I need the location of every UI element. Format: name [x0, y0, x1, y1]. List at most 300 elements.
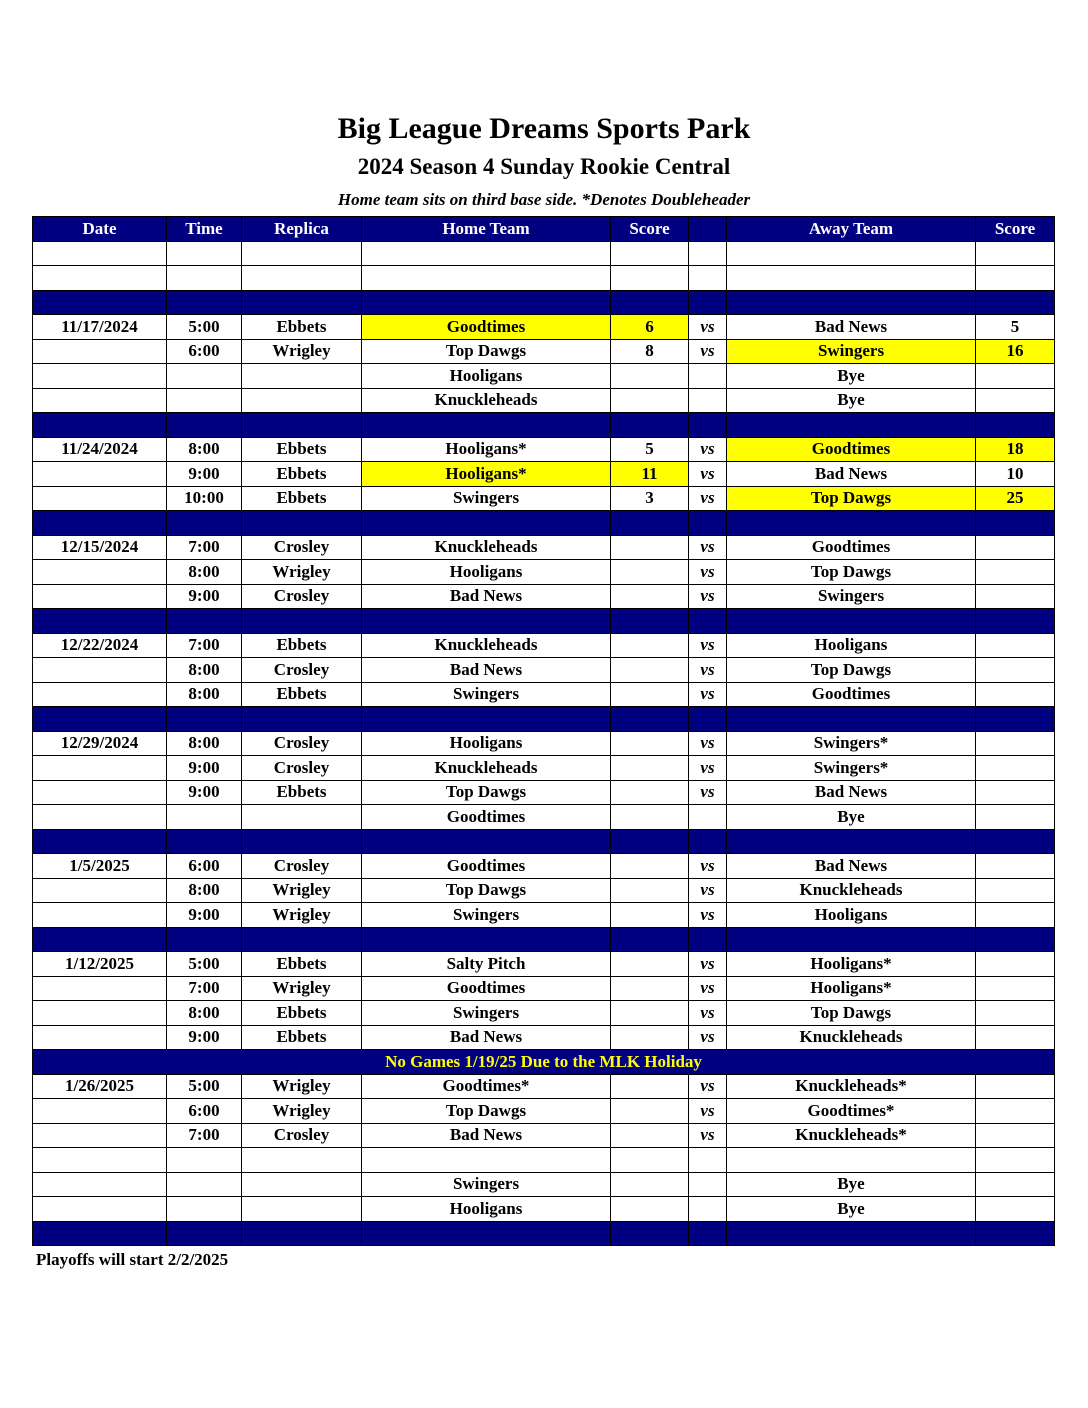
home-score-cell: [611, 1074, 689, 1099]
away-team-cell: Knuckleheads*: [727, 1074, 976, 1099]
separator-row: [33, 290, 1055, 315]
empty-cell: [611, 609, 689, 634]
date-cell: 12/29/2024: [33, 731, 167, 756]
away-team-cell: Swingers: [727, 584, 976, 609]
col-header-away-score: Score: [976, 217, 1055, 242]
home-team-cell: Goodtimes: [362, 976, 611, 1001]
home-team-cell: Hooligans: [362, 364, 611, 389]
empty-cell: [689, 511, 727, 536]
vs-cell: [689, 364, 727, 389]
time-cell: 5:00: [167, 315, 242, 340]
blank-row: [33, 241, 1055, 266]
empty-cell: [727, 707, 976, 732]
home-score-cell: 6: [611, 315, 689, 340]
vs-cell: vs: [689, 437, 727, 462]
vs-cell: vs: [689, 780, 727, 805]
empty-cell: [611, 927, 689, 952]
empty-cell: [976, 241, 1055, 266]
home-team-cell: Swingers: [362, 1001, 611, 1026]
empty-cell: [242, 829, 362, 854]
vs-cell: [689, 805, 727, 830]
separator-row: [33, 609, 1055, 634]
empty-cell: [976, 266, 1055, 291]
separator-row: [33, 413, 1055, 438]
schedule-table: [32, 216, 1055, 1246]
time-cell: 7:00: [167, 1123, 242, 1148]
vs-cell: vs: [689, 1074, 727, 1099]
empty-cell: [689, 609, 727, 634]
game-row: [33, 1025, 1055, 1050]
home-team-cell: Bad News: [362, 584, 611, 609]
time-cell: 5:00: [167, 952, 242, 977]
vs-cell: [689, 1197, 727, 1222]
replica-cell: Crosley: [242, 584, 362, 609]
date-cell: [33, 976, 167, 1001]
away-team-cell: Bye: [727, 1197, 976, 1222]
col-header-vs: [689, 217, 727, 242]
home-team-cell: Knuckleheads: [362, 388, 611, 413]
empty-cell: [242, 1148, 362, 1173]
empty-cell: [727, 927, 976, 952]
empty-cell: [167, 1221, 242, 1246]
empty-cell: [33, 241, 167, 266]
empty-cell: [727, 829, 976, 854]
replica-cell: Wrigley: [242, 976, 362, 1001]
blank-row: [33, 1148, 1055, 1173]
game-row: [33, 486, 1055, 511]
away-score-cell: [976, 878, 1055, 903]
home-team-cell: Salty Pitch: [362, 952, 611, 977]
empty-cell: [167, 707, 242, 732]
home-team-cell: Bad News: [362, 658, 611, 683]
vs-cell: vs: [689, 633, 727, 658]
empty-cell: [242, 707, 362, 732]
away-team-cell: Top Dawgs: [727, 560, 976, 585]
empty-cell: [167, 927, 242, 952]
home-team-cell: Swingers: [362, 903, 611, 928]
away-score-cell: [976, 1025, 1055, 1050]
time-cell: 10:00: [167, 486, 242, 511]
date-cell: [33, 1172, 167, 1197]
away-score-cell: [976, 1099, 1055, 1124]
game-row: [33, 462, 1055, 487]
game-row: [33, 731, 1055, 756]
empty-cell: [242, 241, 362, 266]
game-row: [33, 633, 1055, 658]
home-score-cell: [611, 952, 689, 977]
away-team-cell: Knuckleheads*: [727, 1123, 976, 1148]
date-cell: [33, 462, 167, 487]
date-cell: [33, 1001, 167, 1026]
home-score-cell: [611, 560, 689, 585]
empty-cell: [33, 511, 167, 536]
home-team-cell: Hooligans: [362, 731, 611, 756]
home-score-cell: [611, 364, 689, 389]
vs-cell: vs: [689, 486, 727, 511]
home-team-cell: Bad News: [362, 1123, 611, 1148]
home-score-cell: [611, 682, 689, 707]
empty-cell: [976, 1148, 1055, 1173]
away-score-cell: 25: [976, 486, 1055, 511]
home-score-cell: [611, 805, 689, 830]
vs-cell: vs: [689, 1123, 727, 1148]
home-team-cell: Swingers: [362, 486, 611, 511]
col-header-time: Time: [167, 217, 242, 242]
away-score-cell: [976, 1074, 1055, 1099]
away-team-cell: Bad News: [727, 462, 976, 487]
header-row: [33, 217, 1055, 242]
vs-cell: vs: [689, 1001, 727, 1026]
empty-cell: [362, 1221, 611, 1246]
empty-cell: [242, 290, 362, 315]
vs-cell: [689, 388, 727, 413]
vs-cell: vs: [689, 952, 727, 977]
replica-cell: Wrigley: [242, 878, 362, 903]
vs-cell: vs: [689, 903, 727, 928]
footer-note: Playoffs will start 2/2/2025: [36, 1250, 229, 1269]
away-score-cell: [976, 780, 1055, 805]
vs-cell: vs: [689, 535, 727, 560]
away-team-cell: Knuckleheads: [727, 878, 976, 903]
home-team-cell: Top Dawgs: [362, 878, 611, 903]
home-score-cell: [611, 756, 689, 781]
home-score-cell: [611, 584, 689, 609]
away-score-cell: 5: [976, 315, 1055, 340]
away-team-cell: Hooligans: [727, 903, 976, 928]
col-header-replica: Replica: [242, 217, 362, 242]
empty-cell: [33, 1221, 167, 1246]
date-cell: [33, 658, 167, 683]
away-team-cell: Bad News: [727, 315, 976, 340]
replica-cell: Crosley: [242, 854, 362, 879]
away-score-cell: [976, 805, 1055, 830]
empty-cell: [242, 609, 362, 634]
empty-cell: [362, 1148, 611, 1173]
empty-cell: [242, 927, 362, 952]
replica-cell: [242, 388, 362, 413]
away-score-cell: [976, 731, 1055, 756]
time-cell: 6:00: [167, 1099, 242, 1124]
away-team-cell: Goodtimes: [727, 437, 976, 462]
game-row: [33, 682, 1055, 707]
vs-cell: vs: [689, 756, 727, 781]
away-team-cell: Goodtimes: [727, 682, 976, 707]
holiday-notice-row: [33, 1050, 1055, 1075]
away-score-cell: [976, 1197, 1055, 1222]
home-score-cell: [611, 903, 689, 928]
separator-row: [33, 511, 1055, 536]
page-title: Big League Dreams Sports Park: [337, 112, 751, 145]
vs-cell: [689, 1172, 727, 1197]
game-row: [33, 658, 1055, 683]
away-score-cell: [976, 976, 1055, 1001]
separator-row: [33, 1221, 1055, 1246]
home-score-cell: [611, 633, 689, 658]
game-row: [33, 805, 1055, 830]
game-row: [33, 584, 1055, 609]
game-row: [33, 364, 1055, 389]
empty-cell: [611, 829, 689, 854]
replica-cell: Ebbets: [242, 633, 362, 658]
time-cell: 6:00: [167, 854, 242, 879]
home-team-cell: Hooligans*: [362, 437, 611, 462]
replica-cell: Ebbets: [242, 952, 362, 977]
empty-cell: [362, 707, 611, 732]
home-score-cell: [611, 1172, 689, 1197]
vs-cell: vs: [689, 878, 727, 903]
away-score-cell: [976, 364, 1055, 389]
home-team-cell: Knuckleheads: [362, 756, 611, 781]
date-cell: [33, 756, 167, 781]
away-team-cell: Top Dawgs: [727, 486, 976, 511]
replica-cell: [242, 1172, 362, 1197]
empty-cell: [611, 290, 689, 315]
time-cell: 9:00: [167, 903, 242, 928]
away-score-cell: [976, 584, 1055, 609]
away-team-cell: Goodtimes*: [727, 1099, 976, 1124]
away-team-cell: Bye: [727, 805, 976, 830]
empty-cell: [362, 241, 611, 266]
date-cell: [33, 805, 167, 830]
empty-cell: [976, 829, 1055, 854]
time-cell: 9:00: [167, 1025, 242, 1050]
home-score-cell: [611, 535, 689, 560]
separator-row: [33, 707, 1055, 732]
empty-cell: [33, 290, 167, 315]
game-row: [33, 560, 1055, 585]
empty-cell: [362, 829, 611, 854]
empty-cell: [362, 290, 611, 315]
empty-cell: [727, 241, 976, 266]
empty-cell: [33, 413, 167, 438]
away-score-cell: [976, 1172, 1055, 1197]
game-row: [33, 854, 1055, 879]
vs-cell: vs: [689, 682, 727, 707]
empty-cell: [976, 511, 1055, 536]
away-score-cell: [976, 388, 1055, 413]
empty-cell: [611, 707, 689, 732]
vs-cell: vs: [689, 560, 727, 585]
replica-cell: Ebbets: [242, 462, 362, 487]
empty-cell: [33, 829, 167, 854]
vs-cell: vs: [689, 584, 727, 609]
empty-cell: [689, 829, 727, 854]
home-team-cell: Hooligans: [362, 560, 611, 585]
replica-cell: [242, 364, 362, 389]
time-cell: 8:00: [167, 437, 242, 462]
game-row: [33, 315, 1055, 340]
home-score-cell: [611, 976, 689, 1001]
time-cell: 8:00: [167, 682, 242, 707]
game-row: [33, 780, 1055, 805]
away-team-cell: Bye: [727, 364, 976, 389]
time-cell: [167, 1197, 242, 1222]
game-row: [33, 1074, 1055, 1099]
home-team-cell: Hooligans*: [362, 462, 611, 487]
vs-cell: vs: [689, 731, 727, 756]
replica-cell: Ebbets: [242, 486, 362, 511]
date-cell: 12/15/2024: [33, 535, 167, 560]
empty-cell: [689, 290, 727, 315]
empty-cell: [167, 266, 242, 291]
empty-cell: [611, 1148, 689, 1173]
replica-cell: [242, 1197, 362, 1222]
empty-cell: [689, 1221, 727, 1246]
game-row: [33, 1099, 1055, 1124]
home-team-cell: Top Dawgs: [362, 1099, 611, 1124]
empty-cell: [167, 511, 242, 536]
replica-cell: Ebbets: [242, 780, 362, 805]
page-subtitle: 2024 Season 4 Sunday Rookie Central: [357, 154, 731, 179]
empty-cell: [689, 266, 727, 291]
separator-row: [33, 829, 1055, 854]
page-note: Home team sits on third base side. *Denotes Doubleheader: [337, 190, 751, 209]
time-cell: 9:00: [167, 584, 242, 609]
away-team-cell: Bye: [727, 1172, 976, 1197]
away-score-cell: [976, 682, 1055, 707]
replica-cell: Ebbets: [242, 437, 362, 462]
replica-cell: Crosley: [242, 756, 362, 781]
date-cell: 11/17/2024: [33, 315, 167, 340]
empty-cell: [727, 511, 976, 536]
empty-cell: [167, 829, 242, 854]
home-team-cell: Top Dawgs: [362, 780, 611, 805]
empty-cell: [362, 927, 611, 952]
empty-cell: [611, 266, 689, 291]
empty-cell: [611, 511, 689, 536]
vs-cell: vs: [689, 315, 727, 340]
away-score-cell: [976, 633, 1055, 658]
home-score-cell: [611, 658, 689, 683]
date-cell: 1/12/2025: [33, 952, 167, 977]
replica-cell: [242, 805, 362, 830]
home-team-cell: Swingers: [362, 682, 611, 707]
home-team-cell: Swingers: [362, 1172, 611, 1197]
empty-cell: [689, 707, 727, 732]
home-team-cell: Hooligans: [362, 1197, 611, 1222]
home-score-cell: [611, 878, 689, 903]
home-score-cell: 5: [611, 437, 689, 462]
empty-cell: [33, 609, 167, 634]
game-row: [33, 1123, 1055, 1148]
replica-cell: Wrigley: [242, 1074, 362, 1099]
date-cell: [33, 682, 167, 707]
date-cell: [33, 1099, 167, 1124]
game-row: [33, 1197, 1055, 1222]
col-header-home-score: Score: [611, 217, 689, 242]
home-score-cell: [611, 1197, 689, 1222]
home-team-cell: Bad News: [362, 1025, 611, 1050]
empty-cell: [727, 266, 976, 291]
game-row: [33, 535, 1055, 560]
empty-cell: [167, 413, 242, 438]
away-team-cell: Hooligans*: [727, 952, 976, 977]
replica-cell: Wrigley: [242, 1099, 362, 1124]
empty-cell: [167, 1148, 242, 1173]
game-row: [33, 756, 1055, 781]
away-team-cell: Top Dawgs: [727, 1001, 976, 1026]
home-team-cell: Knuckleheads: [362, 633, 611, 658]
home-score-cell: [611, 1001, 689, 1026]
replica-cell: Ebbets: [242, 1025, 362, 1050]
time-cell: 9:00: [167, 462, 242, 487]
time-cell: 8:00: [167, 560, 242, 585]
home-score-cell: [611, 1025, 689, 1050]
empty-cell: [727, 290, 976, 315]
empty-cell: [727, 413, 976, 438]
time-cell: 8:00: [167, 1001, 242, 1026]
home-score-cell: [611, 731, 689, 756]
time-cell: 9:00: [167, 780, 242, 805]
col-header-date: Date: [33, 217, 167, 242]
home-team-cell: Goodtimes: [362, 854, 611, 879]
replica-cell: Wrigley: [242, 560, 362, 585]
empty-cell: [362, 609, 611, 634]
vs-cell: vs: [689, 462, 727, 487]
time-cell: [167, 805, 242, 830]
empty-cell: [33, 707, 167, 732]
time-cell: 6:00: [167, 339, 242, 364]
empty-cell: [167, 290, 242, 315]
home-team-cell: Top Dawgs: [362, 339, 611, 364]
away-team-cell: Bad News: [727, 780, 976, 805]
empty-cell: [33, 266, 167, 291]
date-cell: [33, 878, 167, 903]
date-cell: 12/22/2024: [33, 633, 167, 658]
away-team-cell: Hooligans: [727, 633, 976, 658]
empty-cell: [727, 1221, 976, 1246]
empty-cell: [33, 1148, 167, 1173]
away-score-cell: [976, 952, 1055, 977]
time-cell: [167, 364, 242, 389]
replica-cell: Wrigley: [242, 339, 362, 364]
empty-cell: [167, 609, 242, 634]
home-team-cell: Knuckleheads: [362, 535, 611, 560]
vs-cell: vs: [689, 1099, 727, 1124]
empty-cell: [976, 413, 1055, 438]
game-row: [33, 388, 1055, 413]
col-header-away-team: Away Team: [727, 217, 976, 242]
col-header-home-team: Home Team: [362, 217, 611, 242]
away-score-cell: [976, 756, 1055, 781]
vs-cell: vs: [689, 976, 727, 1001]
away-score-cell: [976, 658, 1055, 683]
time-cell: 7:00: [167, 633, 242, 658]
date-cell: 1/5/2025: [33, 854, 167, 879]
replica-cell: Crosley: [242, 658, 362, 683]
replica-cell: Ebbets: [242, 1001, 362, 1026]
replica-cell: Ebbets: [242, 682, 362, 707]
date-cell: [33, 486, 167, 511]
home-team-cell: Goodtimes: [362, 315, 611, 340]
date-cell: [33, 780, 167, 805]
empty-cell: [727, 609, 976, 634]
date-cell: [33, 560, 167, 585]
vs-cell: vs: [689, 1025, 727, 1050]
game-row: [33, 878, 1055, 903]
date-cell: [33, 1123, 167, 1148]
game-row: [33, 1172, 1055, 1197]
home-score-cell: [611, 1123, 689, 1148]
away-team-cell: Goodtimes: [727, 535, 976, 560]
replica-cell: Crosley: [242, 731, 362, 756]
away-team-cell: Swingers*: [727, 731, 976, 756]
empty-cell: [242, 511, 362, 536]
date-cell: [33, 584, 167, 609]
away-team-cell: Swingers: [727, 339, 976, 364]
away-score-cell: [976, 560, 1055, 585]
time-cell: 8:00: [167, 878, 242, 903]
